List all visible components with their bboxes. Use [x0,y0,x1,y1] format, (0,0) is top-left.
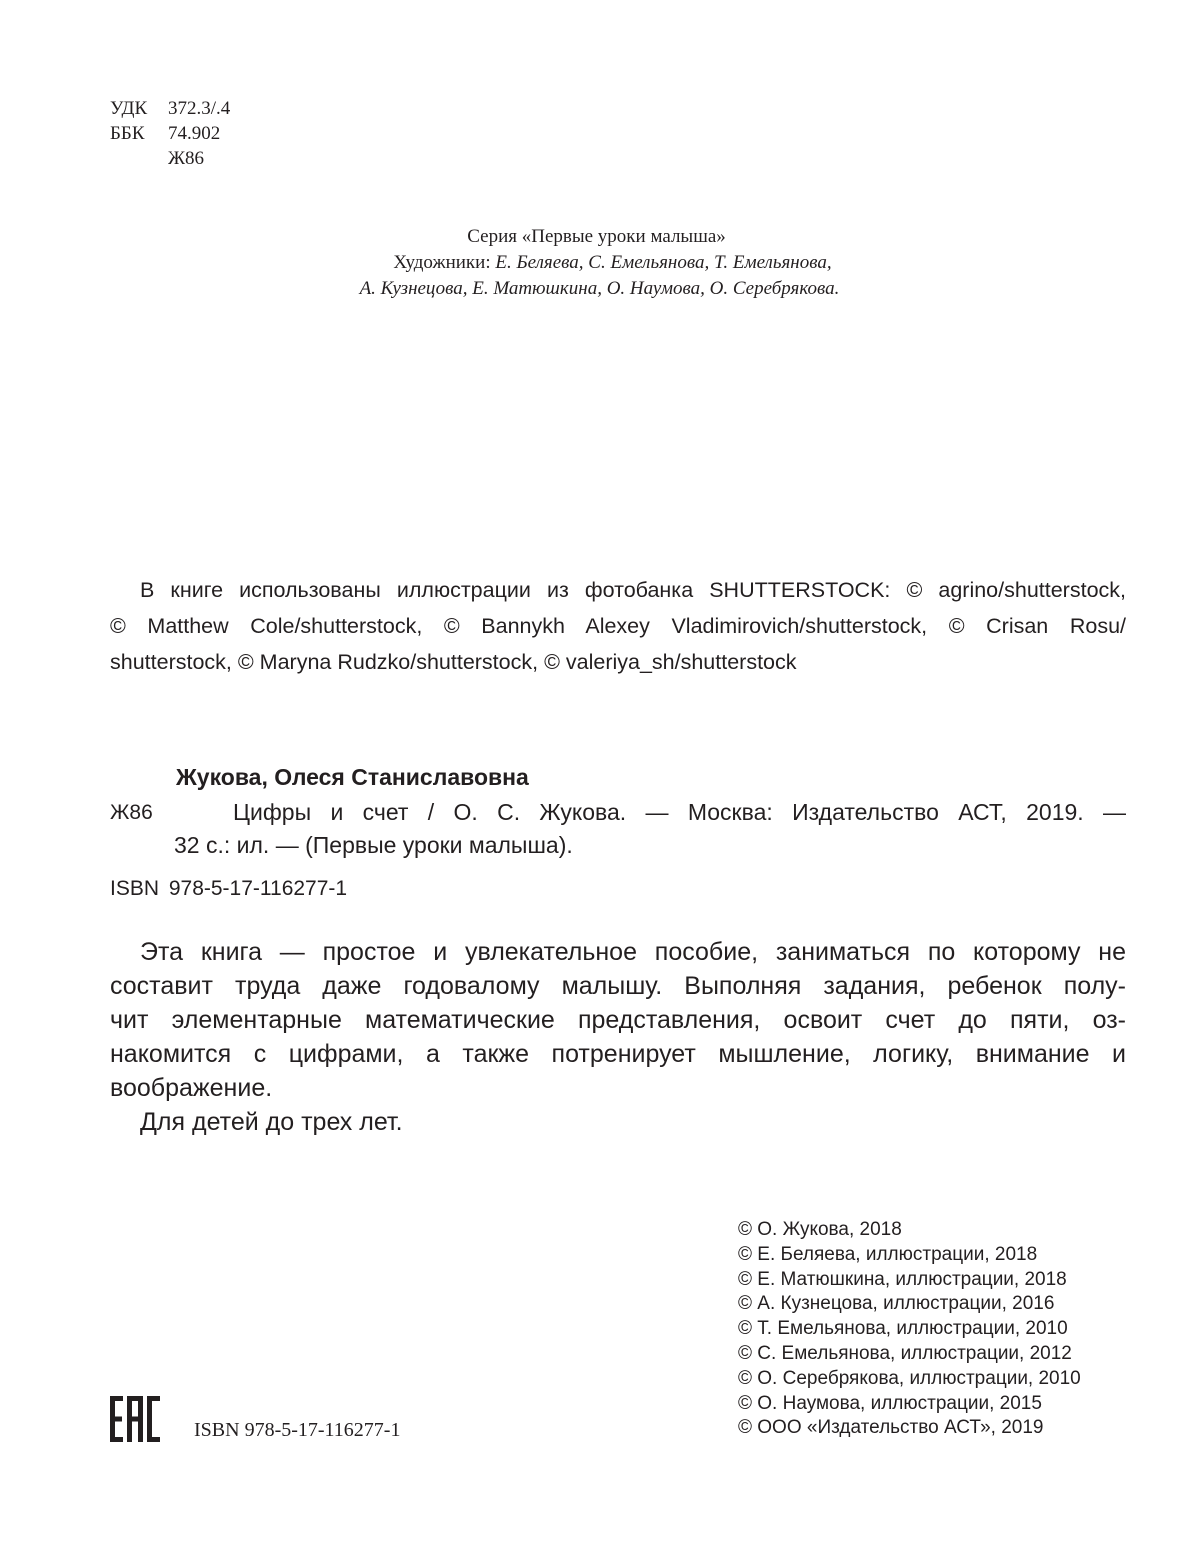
audience-line: Для детей до трех лет. [140,1108,403,1136]
copyright-line: © О. Наумова, иллюстрации, 2015 [738,1392,1042,1414]
udk-label: УДК [110,98,148,119]
series-block [0,224,1193,302]
udk-row [110,96,230,121]
bbk-row [110,121,230,146]
eac-mark-icon [110,1396,160,1442]
classification-block [110,96,230,171]
copyright-line: © Е. Беляева, иллюстрации, 2018 [738,1243,1038,1265]
author-mark: Ж86 [168,148,205,169]
udk-value: 372.3/.4 [168,98,231,119]
annotation-line-2: составит труда даже годовалому малышу. Выполняя задания, ребенок полу- [110,972,1126,1000]
record-code: Ж86 [110,801,153,824]
artists-names-1: Е. Беляева, С. Емельянова, Т. Емельянова, [495,252,832,273]
copyright-line: © ООО «Издательство АСТ», 2019 [738,1417,1044,1439]
annotation [110,935,1126,1139]
copyright-line: © Т. Емельянова, иллюстрации, 2010 [738,1318,1068,1340]
copyrights [738,1218,1081,1441]
annotation-line-5: воображение. [110,1074,273,1102]
record-line-1: Цифры и счет / О. С. Жукова. — Москва: Издательство АСТ, 2019. — [233,799,1126,825]
annotation-line-4: накомится с цифрами, а также потренирует мышление, логику, внимание и [110,1040,1126,1068]
record-author: Жукова, Олеся Станиславовна [176,764,529,790]
photobank-line-2: © Matthew Cole/shutterstock, © Bannykh Alexey Vladimirovich/shutterstock, © Crisan Rosu/ [110,614,1126,638]
annotation-line-3: чит элементарные математические представления, освоит счет до пяти, оз- [110,1006,1126,1034]
copyright-line: © О. Жукова, 2018 [738,1219,902,1240]
artists-line-2: А. Кузнецова, Е. Матюшкина, О. Наумова, О. Серебрякова. [359,278,840,299]
bbk-value: 74.902 [168,123,221,144]
photobank-credits [110,572,1126,680]
footer-isbn: ISBN 978-5-17-116277-1 [194,1419,401,1441]
author-mark-row [110,146,230,171]
photobank-line-1: В книге использованы иллюстрации из фотобанка SHUTTERSTOCK: © agrino/shutterstock, [140,578,1126,602]
copyright-line: © А. Кузнецова, иллюстрации, 2016 [738,1293,1055,1315]
photobank-line-3: shutterstock, © Maryna Rudzko/shutterstock, © valeriya_sh/shutterstock [110,650,797,674]
bbk-label: ББК [110,123,145,144]
series-line: Серия «Первые уроки малыша» [467,226,726,247]
record-isbn: ISBN 978-5-17-116277-1 [110,877,348,900]
record-line-2: 32 с.: ил. — (Первые уроки малыша). [174,832,573,858]
annotation-line-1: Эта книга — простое и увлекательное пособие, заниматься по которому не [140,938,1126,966]
copyright-line: © О. Серебрякова, иллюстрации, 2010 [738,1367,1081,1389]
copyright-line: © Е. Матюшкина, иллюстрации, 2018 [738,1268,1067,1290]
artists-label: Художники: [393,252,491,273]
copyright-line: © С. Емельянова, иллюстрации, 2012 [738,1342,1072,1364]
artists-line-1 [0,250,1193,276]
